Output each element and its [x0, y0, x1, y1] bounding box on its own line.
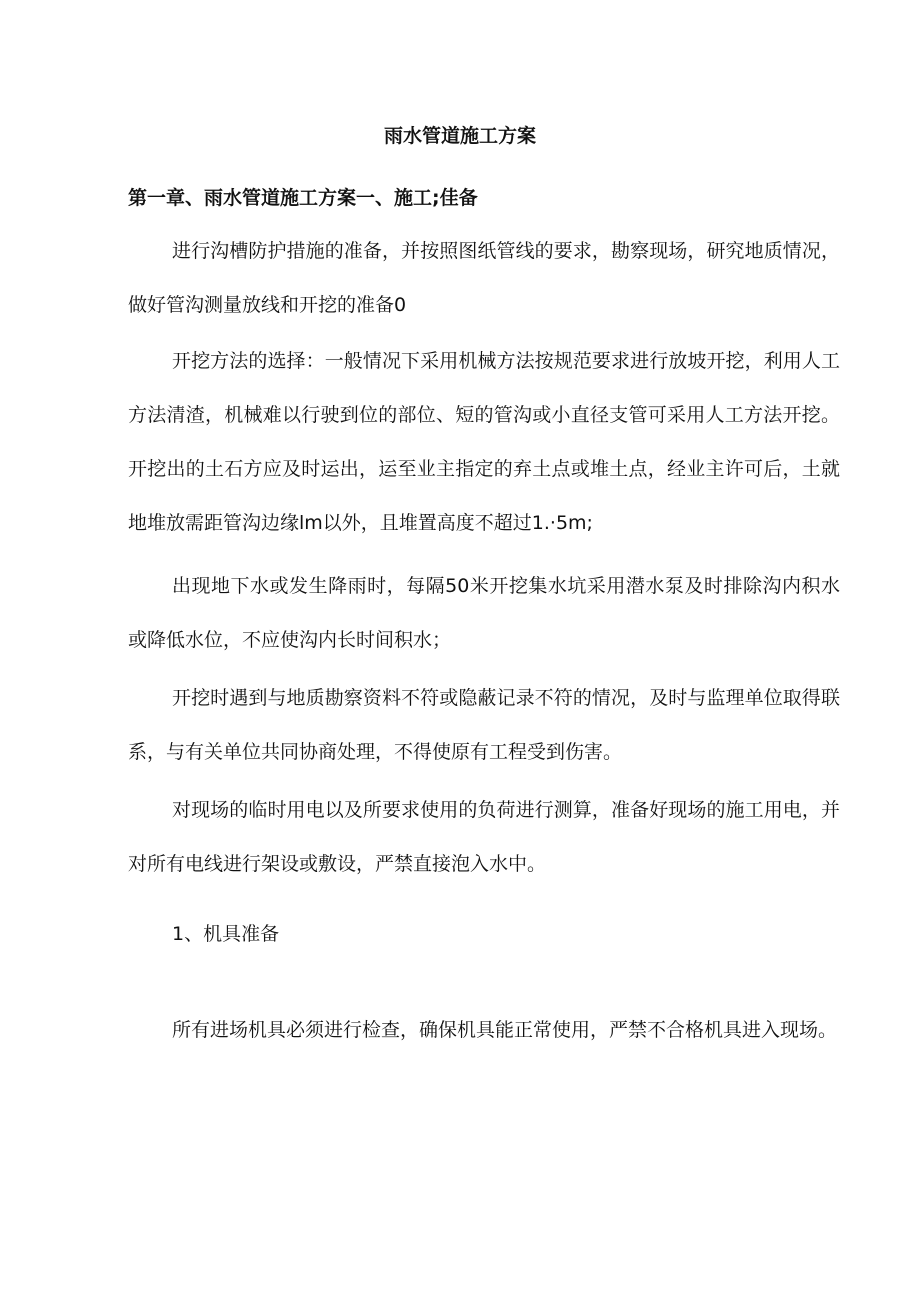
paragraph-groundwater: 出现地下水或发生降雨时，每隔50米开挖集水坑采用潜水泵及时排除沟内积水或降低水位，不应使沟内长时间积水；	[128, 575, 840, 651]
paragraph-discrepancy: 开挖时遇到与地质勘察资料不符或隐蔽记录不符的情况，及时与监理单位取得联系，与有关单位共同协商处理，不得使原有工程受到伤害。	[128, 687, 840, 763]
paragraph-site-survey: 进行沟槽防护措施的准备，并按照图纸管线的要求，勘察现场，研究地质情况， 做好管沟测量放线和开挖的准备0	[128, 240, 840, 316]
section-label-equipment: 1、机具准备	[172, 923, 280, 945]
document-title: 雨水管道施工方案	[383, 125, 536, 147]
chapter-heading: 第一章、雨水管道施工方案一、施工;佳备	[128, 187, 478, 209]
paragraph-excavation-method: 开挖方法的选择：一般情况下采用机械方法按规范要求进行放坡开挖，利用人工方法清渣，机械难以行驶到位的部位、短的管沟或小直径支管可采用人工方法开挖。开挖出的土石方应及时运出，运至业主指定的弃土点或堆土点，经业主许可后，土就地堆放需距管沟边缘lm以外，且堆置高度不超过1.·5m;	[128, 350, 840, 534]
paragraph-temporary-power: 对现场的临时用电以及所要求使用的负荷进行测算，准备好现场的施工用电，并对所有电线进行架设或敷设，严禁直接泡入水中。	[128, 799, 840, 875]
paragraph-equipment-check: 所有进场机具必须进行检查，确保机具能正常使用，严禁不合格机具进入现场。	[172, 1019, 838, 1041]
